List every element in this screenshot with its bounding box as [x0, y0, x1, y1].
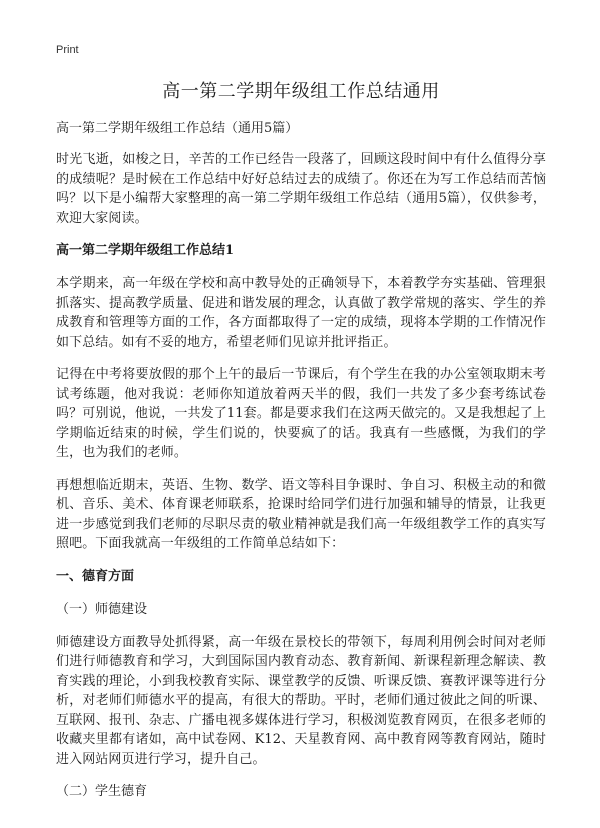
- student-moral-subheading: （二）学生德育: [56, 784, 148, 799]
- document-body: [56, 150, 546, 815]
- body-paragraph-1: 本学期来，高一年级在学校和高中教导处的正确领导下，本着教学夯实基础、管理狠抓落实、提高教学质量、促进和谐发展的理念，认真做了教学常规的落实、学生的养成教育和管理等方面的工作，各方面都取得了一定的成绩，现将本学期的工作情况作如下总结。如有不妥的地方，希望老师们见谅并批评指正。: [56, 276, 546, 350]
- body-paragraph-2: 记得在中考将要放假的那个上午的最后一节课后，有个学生在我的办公室领取期末考试考练题，他对我说：老师你知道放着两天半的假，我们一共发了多少套考练试卷吗？可别说，他说，一共发了11套。都是要求我们在这两天做完的。又是我想起了上学期临近结束的时候，学生们说的，快要疯了的话。我真有一些感慨，为我们的学生，也为我们的老师。: [56, 367, 546, 460]
- teacher-ethics-subheading: （一）师德建设: [56, 601, 148, 617]
- moral-education-heading: 一、德育方面: [56, 568, 135, 584]
- intro-paragraph: 时光飞逝，如梭之日，辛苦的工作已经告一段落了，回顾这段时间中有什么值得分享的成绩呢？是时候在工作总结中好好总结过去的成绩了。你还在为写工作总结而苦恼吗？以下是小编帮大家整理的高一第二学期年级组工作总结（通用5篇），仅供参考，欢迎大家阅读。: [56, 152, 546, 226]
- print-label[interactable]: Print: [56, 44, 79, 56]
- body-paragraph-4: 师德建设方面教导处抓得紧，高一年级在景校长的带领下，每周利用例会时间对老师们进行师德教育和学习，大到国际国内教育动态、教育新闻、新课程新理念解读、教育实践的理论，小到我校教育实际、课堂教学的反馈、听课反馈、赛教评课等进行分析，对老师们师德水平的提高，有很大的帮助。平时，老师们通过彼此之间的听课、互联网、报刊、杂志、广播电视多媒体进行学习，积极浏览教育网页，在很多老师的收藏夹里都有诸如，高中试卷网、K12、天星教育网、高中教育网等教育网站，随时进入网站网页进行学习，提升自己。: [56, 634, 546, 767]
- body-paragraph-3: 再想想临近期末，英语、生物、数学、语文等科目争课时、争自习、积极主动的和微机、音乐、美术、体育课老师联系，抢课时给同学们进行加强和辅导的情景，让我更进一步感觉到我们老师的尽职尽责的敬业精神就是我们高一年级组教学工作的真实写照吧。下面我就高一年级组的工作简单总结如下：: [56, 477, 546, 551]
- section-heading: 高一第二学期年级组工作总结1: [56, 243, 235, 258]
- document-subtitle: 高一第二学期年级组工作总结（通用5篇）: [56, 121, 299, 136]
- document-title: 高一第二学期年级组工作总结通用: [162, 81, 440, 102]
